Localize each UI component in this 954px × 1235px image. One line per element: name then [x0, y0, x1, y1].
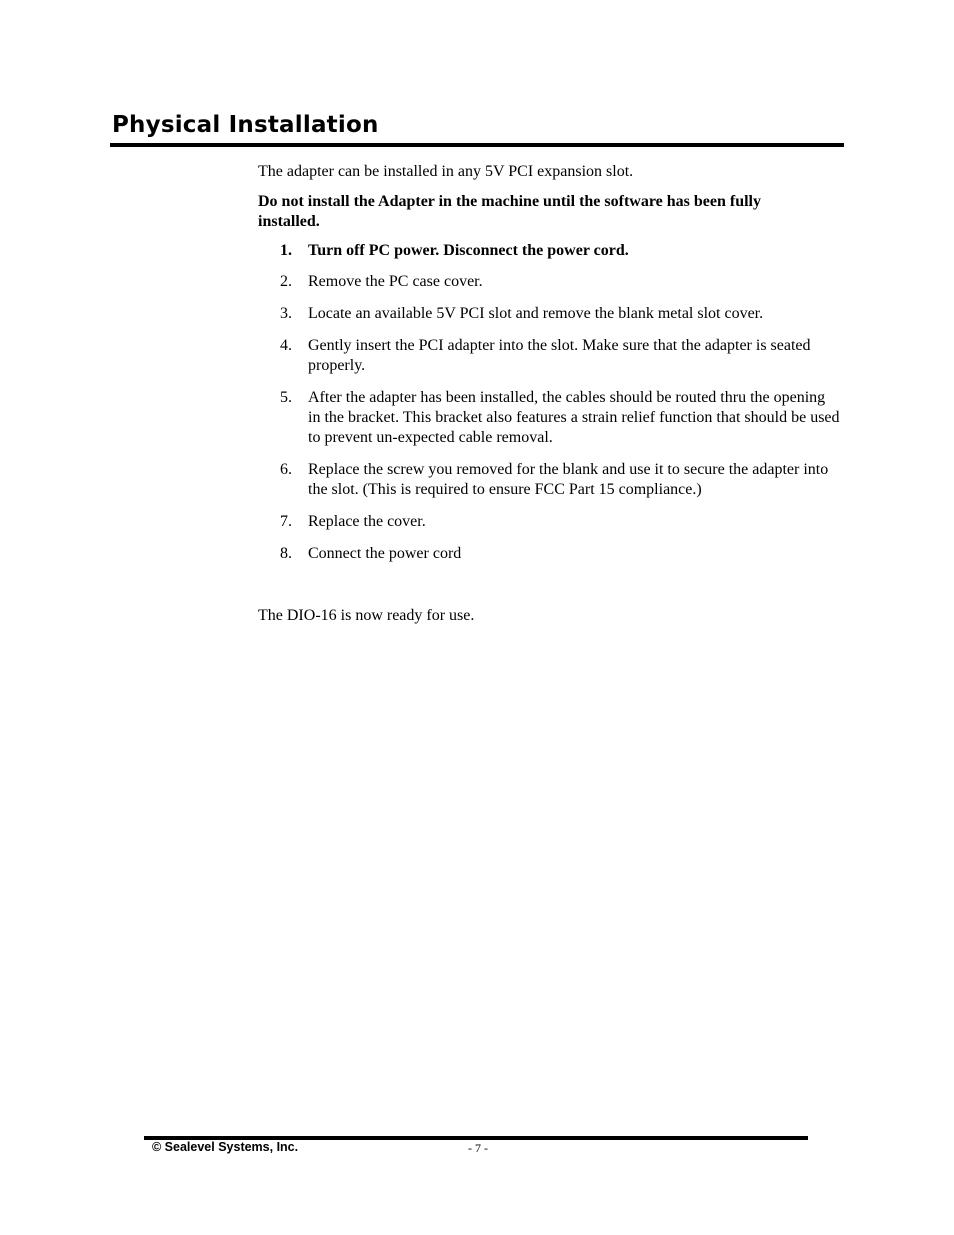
step-item	[280, 272, 840, 292]
step-number: 1.	[280, 242, 292, 259]
page-title: Physical Installation	[112, 112, 379, 138]
step-item	[280, 304, 840, 324]
step-item	[280, 336, 840, 376]
step-item	[280, 460, 840, 500]
intro-paragraph: The adapter can be installed in any 5V PCI expansion slot.	[258, 163, 634, 180]
step-text: Replace the cover.	[308, 513, 426, 530]
ready-paragraph: The DIO-16 is now ready for use.	[258, 607, 475, 624]
step-number: 8.	[280, 545, 292, 562]
footer-page-number: - 7 -	[468, 1141, 488, 1155]
step-text: Locate an available 5V PCI slot and remove the blank metal slot cover.	[308, 305, 764, 322]
step-text: After the adapter has been installed, the cables should be routed thru the opening in the bracket. This bracket also features a strain relief function that should be used to prevent un-expected cable removal.	[308, 389, 840, 446]
step-text: Remove the PC case cover.	[308, 273, 483, 290]
step-number: 2.	[280, 273, 292, 290]
step-number: 5.	[280, 389, 292, 406]
step-number: 3.	[280, 305, 292, 322]
step-text: Turn off PC power. Disconnect the power cord.	[308, 242, 629, 259]
step-number: 7.	[280, 513, 292, 530]
installation-steps	[280, 241, 840, 564]
warning-paragraph: Do not install the Adapter in the machine until the software has been fully installed.	[258, 193, 761, 230]
step-item	[280, 512, 840, 532]
step-number: 6.	[280, 461, 292, 478]
step-item	[280, 544, 840, 564]
step-text: Gently insert the PCI adapter into the slot. Make sure that the adapter is seated properly.	[308, 337, 811, 374]
step-text: Replace the screw you removed for the blank and use it to secure the adapter into the slot. (This is required to ensure FCC Part 15 compliance.)	[308, 461, 829, 498]
step-item	[280, 241, 840, 261]
step-item	[280, 388, 840, 448]
step-text: Connect the power cord	[308, 545, 462, 562]
footer-copyright: © Sealevel Systems, Inc.	[152, 1140, 299, 1154]
step-number: 4.	[280, 337, 292, 354]
heading-rule	[110, 143, 844, 147]
